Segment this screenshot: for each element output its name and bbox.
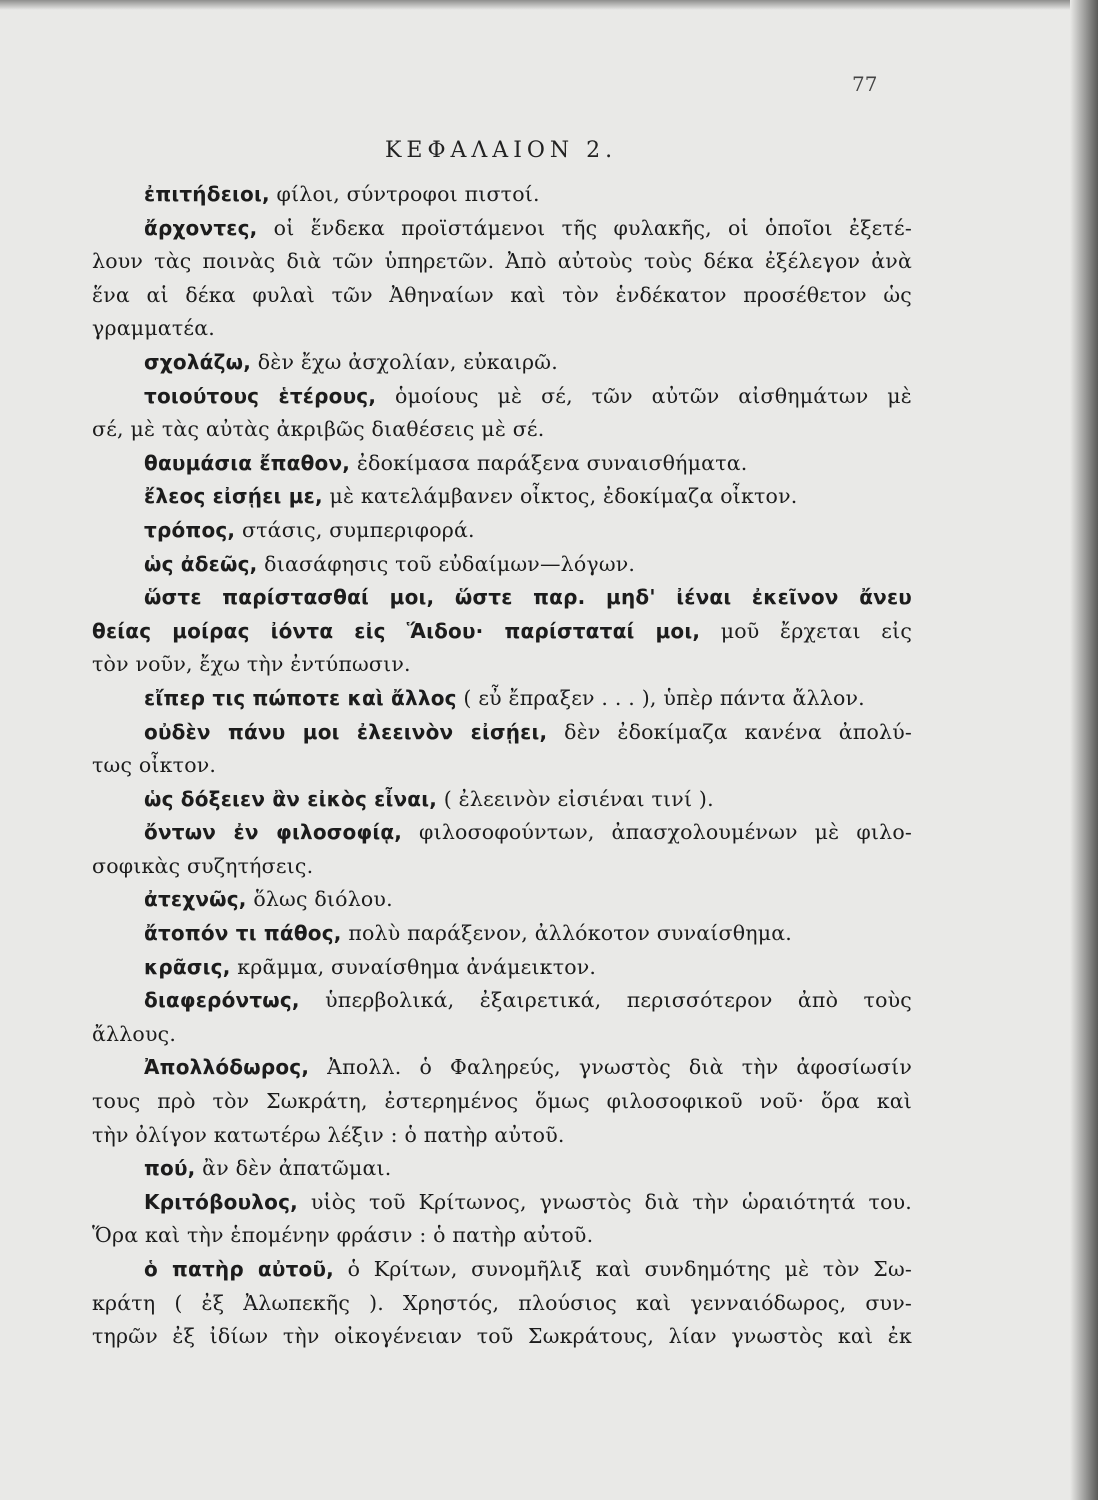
gloss-text: ὑπερβολικά, ἐξαιρετικά, περισσότερον ἀπὸ τοὺς: [299, 988, 912, 1013]
text-line: [144, 883, 912, 917]
text-line: [144, 984, 912, 1018]
gloss-text: δὲν ἔχω ἀσχολίαν, εὐκαιρῶ.: [251, 349, 558, 374]
glossary-term: ἄρχοντες,: [144, 215, 258, 240]
gloss-text: κρᾶμμα, συναίσθημα ἀνάμεικτον.: [230, 954, 597, 979]
gloss-text: ( ἐλεεινὸν εἰσιέναι τινί ).: [437, 786, 714, 811]
glossary-term: πού,: [144, 1156, 196, 1181]
gloss-text: τὸν νοῦν, ἔχω τὴν ἐντύπωσιν.: [92, 652, 411, 677]
gloss-text: οἱ ἕνδεκα προϊστάμενοι τῆς φυλακῆς, οἱ ὁποῖοι ἐξετέ-: [257, 215, 912, 240]
text-line: [92, 615, 912, 649]
gloss-text: φιλοσοφούντων, ἀπασχολουμένων μὲ φιλο-: [402, 820, 912, 845]
text-line: [92, 648, 912, 682]
text-line: [144, 380, 912, 414]
text-line: [92, 279, 912, 313]
glossary-term: θαυμάσια ἔπαθον,: [144, 450, 351, 475]
gloss-text: διασάφησις τοῦ εὐδαίμων—λόγων.: [257, 551, 636, 576]
page-number: 77: [852, 72, 878, 96]
glossary-term: τρόπος,: [144, 517, 236, 542]
gloss-text: ἕνα αἱ δέκα φυλαὶ τῶν Ἀθηναίων καὶ τὸν ἑνδέκατον προσέθετον ὡς: [92, 282, 912, 307]
text-line: [144, 581, 912, 615]
gloss-text: μὲ κατελάμβανεν οἶκτος, ἐδοκίμαζα οἶκτον.: [322, 484, 798, 509]
gloss-text: σέ, μὲ τὰς αὐτὰς ἀκριβῶς διαθέσεις μὲ σέ.: [92, 417, 545, 442]
gloss-text: μοῦ ἔρχεται εἰς: [700, 618, 912, 643]
gloss-text: Ἀπολλ. ὁ Φαληρεύς, γνωστὸς διὰ τὴν ἀφοσίωσίν: [309, 1055, 912, 1080]
gloss-text: κράτη ( ἐξ Ἀλωπεκῆς ). Χρηστός, πλούσιος καὶ γενναιόδωρος, συν-: [92, 1290, 912, 1315]
text-line: [92, 312, 912, 346]
text-line: [144, 212, 912, 246]
text-line: [144, 716, 912, 750]
text-line: [92, 1320, 912, 1354]
glossary-term: ἔλεος εἰσῄει με,: [144, 484, 323, 509]
glossary-term: ὡς δόξειεν ἂν εἰκὸς εἶναι,: [144, 786, 438, 811]
text-line: [144, 178, 912, 212]
gloss-text: λουν τὰς ποινὰς διὰ τῶν ὑπηρετῶν. Ἀπὸ αὐτοὺς τοὺς δέκα ἐξέλεγον ἀνὰ: [92, 249, 912, 274]
text-line: [144, 917, 912, 951]
gloss-text: τὴν ὀλίγον κατωτέρω λέξιν : ὁ πατὴρ αὐτοῦ.: [92, 1122, 565, 1147]
text-line: [92, 1287, 912, 1321]
gloss-text: τως οἶκτον.: [92, 753, 217, 778]
text-line: [144, 1186, 912, 1220]
gloss-text: ἄλλους.: [92, 1021, 177, 1046]
glossary-term: σχολάζω,: [144, 349, 252, 374]
text-line: [92, 413, 912, 447]
text-line: [92, 1219, 912, 1253]
text-line: [144, 951, 912, 985]
text-line: [92, 749, 912, 783]
text-line: [144, 480, 912, 514]
glossary-text: [92, 178, 912, 1354]
text-line: [144, 1253, 912, 1287]
text-line: [144, 514, 912, 548]
text-line: [92, 1119, 912, 1153]
gloss-text: τους πρὸ τὸν Σωκράτη, ἐστερημένος ὅμως φιλοσοφικοῦ νοῦ· ὅρα καὶ: [92, 1089, 912, 1114]
text-line: [144, 548, 912, 582]
gloss-text: ὁμοίους μὲ σέ, τῶν αὐτῶν αἰσθημάτων μὲ: [376, 383, 912, 408]
text-line: [92, 850, 912, 884]
text-line: [144, 346, 912, 380]
text-line: [144, 816, 912, 850]
glossary-term: διαφερόντως,: [144, 988, 300, 1013]
glossary-term: ὥστε παρίστασθαί μοι, ὥστε παρ. μηδ' ἰέναι ἐκεῖνον ἄνευ: [144, 585, 912, 610]
glossary-term: ὁ πατὴρ αὐτοῦ,: [144, 1257, 334, 1281]
gloss-text: ἐδοκίμασα παράξενα συναισθήματα.: [350, 450, 748, 475]
text-line: [144, 1152, 912, 1186]
gloss-text: ὅλως διόλου.: [246, 887, 393, 912]
glossary-term: τοιούτους ἑτέρους,: [144, 383, 377, 408]
glossary-term: ὡς ἀδεῶς,: [144, 551, 258, 576]
glossary-term: οὐδὲν πάνυ μοι ἐλεεινὸν εἰσῄει,: [144, 719, 548, 744]
gloss-text: τηρῶν ἐξ ἰδίων τὴν οἰκογένειαν τοῦ Σωκράτους, λίαν γνωστὸς καὶ ἐκ: [92, 1324, 912, 1349]
glossary-term: κρᾶσις,: [144, 954, 231, 979]
glossary-term: εἴπερ τις πώποτε καὶ ἄλλος: [144, 685, 457, 710]
text-line: [144, 682, 912, 716]
gloss-text: ἂν δὲν ἀπατῶμαι.: [195, 1156, 392, 1181]
gloss-text: ( εὖ ἔπραξεν . . . ), ὑπὲρ πάντα ἄλλον.: [456, 685, 865, 710]
scan-edge-top: [0, 0, 1098, 10]
gloss-text: υἱὸς τοῦ Κρίτωνος, γνωστὸς διὰ τὴν ὡραιότητά του.: [297, 1189, 912, 1214]
text-line: [144, 1051, 912, 1085]
gloss-text: στάσις, συμπεριφορά.: [235, 517, 475, 542]
glossary-term: θείας μοίρας ἰόντα εἰς Ἅιδου· παρίσταταί μοι,: [92, 618, 701, 643]
gloss-text: δὲν ἐδοκίμαζα κανένα ἀπολύ-: [547, 719, 912, 744]
glossary-term: Ἀπολλόδωρος,: [144, 1055, 310, 1080]
text-line: [144, 447, 912, 481]
scan-edge-right: [1070, 0, 1098, 1500]
gloss-text: σοφικὰς συζητήσεις.: [92, 853, 314, 878]
gloss-text: φίλοι, σύντροφοι πιστοί.: [269, 182, 540, 206]
chapter-title: ΚΕΦΑΛΑΙΟΝ 2.: [385, 138, 618, 163]
text-line: [92, 1018, 912, 1052]
glossary-term: ὄντων ἐν φιλοσοφίᾳ,: [144, 820, 403, 845]
gloss-text: γραμματέα.: [92, 316, 215, 341]
gloss-text: ὁ Κρίτων, συνομῆλιξ καὶ συνδημότης μὲ τὸν Σω-: [333, 1257, 912, 1281]
gloss-text: Ὅρα καὶ τὴν ἑπομένην φράσιν : ὁ πατὴρ αὐτοῦ.: [92, 1223, 594, 1248]
text-line: [144, 783, 912, 817]
text-line: [92, 1085, 912, 1119]
glossary-term: ἄτοπόν τι πάθος,: [144, 921, 342, 946]
glossary-term: ἐπιτήδειοι,: [144, 182, 270, 206]
text-line: [92, 245, 912, 279]
gloss-text: πολὺ παράξενον, ἀλλόκοτον συναίσθημα.: [341, 921, 793, 946]
glossary-term: ἀτεχνῶς,: [144, 887, 247, 912]
glossary-term: Κριτόβουλος,: [144, 1189, 298, 1214]
